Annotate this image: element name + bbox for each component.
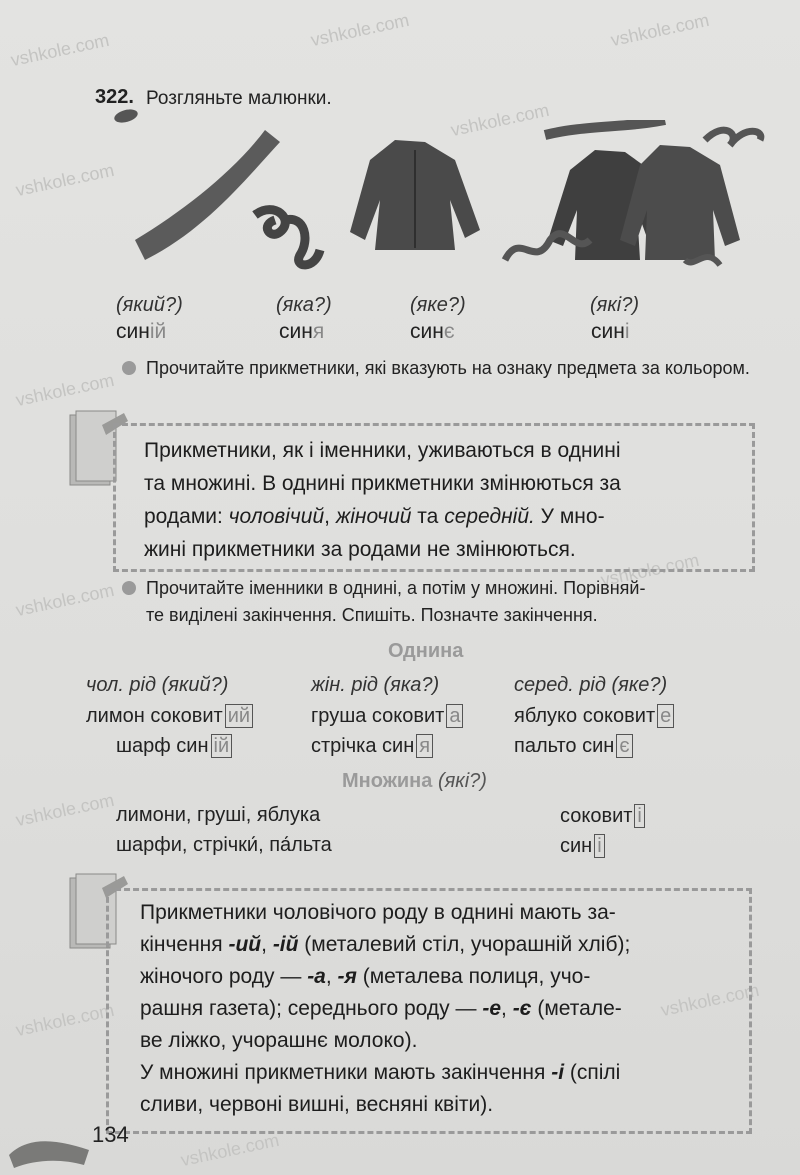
table-cell: яблуко соковит е: [514, 704, 674, 728]
watermark: vshkole.com: [658, 979, 761, 1021]
plural-nouns: лимони, груші, яблука: [116, 804, 321, 826]
ribbon-illustration: [135, 130, 280, 260]
watermark: vshkole.com: [13, 789, 116, 831]
exercise-number: 322.: [95, 86, 134, 108]
plural-heading: Множина (які?): [342, 770, 487, 792]
scarf-illustration: [255, 210, 320, 265]
watermark: vshkole.com: [598, 549, 701, 591]
adjective-masc: синій: [116, 320, 167, 343]
column-header-masc: чол. рід (який?): [86, 674, 229, 696]
table-cell: стрічка син я: [311, 734, 433, 758]
page-number: 134: [92, 1122, 129, 1147]
table-cell: лимон соковит ий: [86, 704, 253, 728]
task-colour-adjectives: Прочитайте прикметники, які вказують на ознаку предмета за кольором.: [146, 358, 750, 378]
task-compare-endings: Прочитайте іменники в однині, а потім у множині. Порівняй- те виділені закінчення. Спишіть. Позначте закінчення.: [146, 578, 646, 625]
watermark: vshkole.com: [13, 579, 116, 621]
coat-illustration: [350, 140, 480, 250]
rule-endings-text: Прикметники чоловічого роду в однині мають за- кінчення -ий, -ій (металевий стіл, учорашній хліб); жіночого роду — -а, -я (металева полиця, учо- рашня газета); середнього роду — -е, -є (метале- ве ліжко, учорашнє молоко). У множині прикметники мають закінчення -і (спілі сливи, червоні вишні, весняні квіти).: [140, 901, 631, 1116]
question-plural: (які?): [590, 294, 640, 316]
watermark: vshkole.com: [178, 1129, 281, 1171]
exercise-instruction: Розгляньте малюнки.: [146, 88, 332, 109]
column-header-fem: жін. рід (яка?): [311, 674, 440, 696]
adjective-plural: сині: [591, 320, 630, 343]
adjective-fem: синя: [279, 320, 325, 343]
adjective-neut: синє: [410, 320, 455, 343]
plural-adjective: син і: [560, 834, 605, 858]
question-masc: (який?): [116, 294, 183, 316]
coats-group-illustration: [505, 120, 761, 265]
table-cell: пальто син є: [514, 734, 633, 758]
plural-adjective: соковит і: [560, 804, 645, 828]
watermark: vshkole.com: [13, 369, 116, 411]
question-fem: (яка?): [276, 294, 332, 316]
watermark: vshkole.com: [608, 9, 711, 51]
question-neut: (яке?): [410, 294, 466, 316]
watermark: vshkole.com: [448, 99, 551, 141]
singular-heading: Однина: [388, 640, 464, 662]
clothing-illustrations: [125, 120, 765, 280]
plural-nouns: шарфи, стрічки́, па́льта: [116, 834, 332, 856]
page-corner-decoration-icon: [4, 1120, 94, 1170]
watermark: vshkole.com: [13, 999, 116, 1041]
bullet-icon: [122, 581, 136, 595]
column-header-neut: серед. рід (яке?): [514, 674, 668, 696]
bullet-icon: [122, 361, 136, 375]
rule-number-text: Прикметники, як і іменники, уживаються в однині та множині. В однині прикметники змінюються за родами: чоловічий, жіночий та середній. У мно- жині прикметники за родами не змінюються.: [144, 439, 621, 561]
watermark: vshkole.com: [308, 9, 411, 51]
table-cell: груша соковит а: [311, 704, 463, 728]
table-cell: шарф син ій: [116, 734, 232, 758]
watermark: vshkole.com: [8, 29, 111, 71]
watermark: vshkole.com: [13, 159, 116, 201]
